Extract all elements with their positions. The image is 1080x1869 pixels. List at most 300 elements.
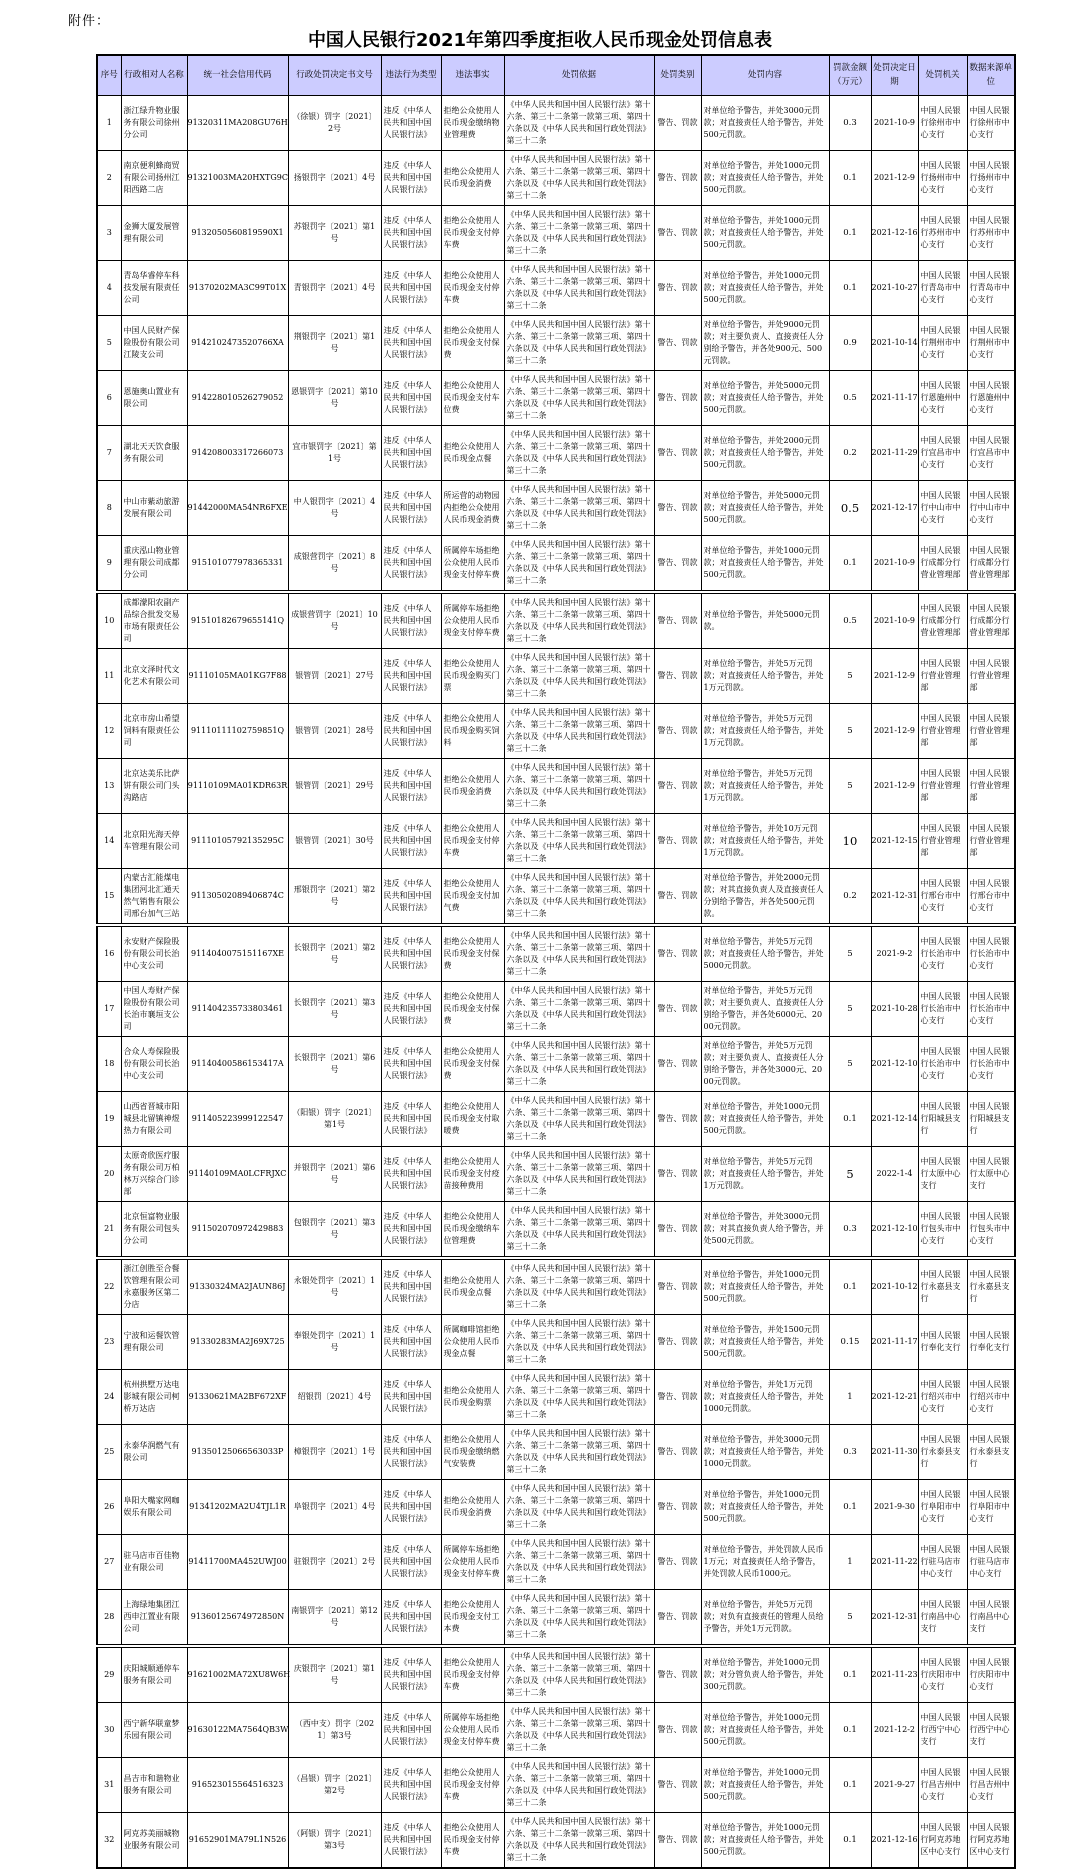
table-cell: 2021-12-9 (871, 649, 918, 704)
table-cell: 0.1 (829, 1703, 871, 1758)
table-cell: 91330621MA2BF672XF (187, 1370, 288, 1425)
table-cell: 2021-10-27 (871, 261, 918, 316)
table-cell: 中国人民银行西宁中心支行 (918, 1703, 967, 1758)
table-cell: 0.1 (829, 206, 871, 261)
table-cell: 91140109MA0LCFRJXC (187, 1147, 288, 1202)
table-cell: 0.1 (829, 1258, 871, 1315)
table-cell: 《中华人民共和国中国人民银行法》第十六条、第三十二条第一款第三项、第四十六条以及《中华人民共和国行政处罚法》第三十二条 (504, 261, 654, 316)
table-cell: 《中华人民共和国中国人民银行法》第十六条、第三十二条第一款第三项、第四十六条以及《中华人民共和国行政处罚法》第三十二条 (504, 426, 654, 481)
table-row (97, 1590, 1015, 1647)
table-cell: 对单位给予警告，并处3000元罚款；对直接责任人给予警告，并处1000元罚款。 (701, 1425, 829, 1480)
table-cell: 2021-9-27 (871, 1758, 918, 1813)
table-cell: 4 (97, 261, 121, 316)
table-row (97, 1703, 1015, 1758)
table-cell: 警告、罚款 (654, 481, 701, 536)
table-cell: 对单位给予警告，并处5万元罚款；对主要负责人、直接责任人分别给予警告，并各处6000元、2000元罚款。 (701, 982, 829, 1037)
table-cell: 2021-12-31 (871, 869, 918, 926)
table-cell: 中国人民银行扬州市中心支行 (918, 151, 967, 206)
table-cell: 11 (97, 649, 121, 704)
table-cell: 中国人民银行庆阳市中心支行 (918, 1646, 967, 1703)
table-cell: 中国人民银行绍兴市中心支行 (967, 1370, 1015, 1425)
table-cell: 拒绝公众使用人民币现金支付停车费 (441, 1758, 504, 1813)
table-cell: 违反《中华人民共和国中国人民银行法》 (381, 1813, 441, 1869)
table-cell: 北京达美乐比萨饼有限公司门头沟路店 (121, 759, 187, 814)
table-cell: 91110105MA01KG7F88 (187, 649, 288, 704)
table-cell: 2021-12-31 (871, 1590, 918, 1647)
table-cell: 北京恒富物业服务有限公司包头分公司 (121, 1202, 187, 1259)
table-cell: 5 (97, 316, 121, 371)
table-cell: 2021-12-21 (871, 1370, 918, 1425)
table-cell: 对单位给予警告，并处3000元罚款；对其直接负责人给予警告，并处500元罚款。 (701, 1202, 829, 1259)
table-cell: 拒绝公众使用人民币现金缴纳物业管理费 (441, 96, 504, 151)
table-cell: 拒绝公众使用人民币现金缴纳车位管理费 (441, 1202, 504, 1259)
table-cell: 24 (97, 1370, 121, 1425)
table-cell: 荆银罚字〔2021〕第1号 (288, 316, 381, 371)
table-cell: （西中支）罚字〔2021〕第3号 (288, 1703, 381, 1758)
table-cell: 长银罚字〔2021〕第6号 (288, 1037, 381, 1092)
table-cell: 中国人民银行恩施州中心支行 (967, 371, 1015, 426)
table-cell: 中国人民银行奉化支行 (918, 1315, 967, 1370)
table-cell: 违反《中华人民共和国中国人民银行法》 (381, 261, 441, 316)
table-cell: 《中华人民共和国中国人民银行法》第十六条、第三十二条第一款第三项、第四十六条以及《中华人民共和国行政处罚法》第三十二条 (504, 814, 654, 869)
table-cell: 北京阳光海天停车管理有限公司 (121, 814, 187, 869)
table-cell: 91510182679655141Q (187, 592, 288, 649)
table-cell: 警告、罚款 (654, 316, 701, 371)
table-cell: 违反《中华人民共和国中国人民银行法》 (381, 1092, 441, 1147)
table-cell: 中国人民银行苏州市中心支行 (967, 206, 1015, 261)
table-cell: 《中华人民共和国中国人民银行法》第十六条、第三十二条第一款第三项、第四十六条以及《中华人民共和国行政处罚法》第三十二条 (504, 592, 654, 649)
table-cell: 拒绝公众使用人民币现金支付停车费 (441, 206, 504, 261)
table-cell: 拒绝公众使用人民币现金支付停车费 (441, 1813, 504, 1869)
table-cell: 18 (97, 1037, 121, 1092)
table-cell: 中国人民银行青岛市中心支行 (918, 261, 967, 316)
table-cell: （阿银）罚字〔2021〕第3号 (288, 1813, 381, 1869)
table-cell: 0.1 (829, 1646, 871, 1703)
table-cell: 违反《中华人民共和国中国人民银行法》 (381, 371, 441, 426)
table-cell: 太原奇欣医疗服务有限公司万柏林万兴综合门诊部 (121, 1147, 187, 1202)
table-cell: 所运营的动物园内拒绝公众使用人民币现金消费 (441, 481, 504, 536)
table-cell: 中国人民银行青岛市中心支行 (967, 261, 1015, 316)
table-cell: 警告、罚款 (654, 1092, 701, 1147)
table-cell: 2021-10-14 (871, 316, 918, 371)
table-cell: 拒绝公众使用人民币现金支付疫苗接种费用 (441, 1147, 504, 1202)
table-cell: 5 (829, 982, 871, 1037)
table-cell: 上海绿地集团江西申江置业有限公司 (121, 1590, 187, 1647)
table-cell: 中国人民银行庆阳市中心支行 (967, 1646, 1015, 1703)
table-cell: 所属停车场拒绝公众使用人民币现金支付停车费 (441, 536, 504, 593)
table-cell: 91621002MA72XU8W6H (187, 1646, 288, 1703)
table-cell: 拒绝公众使用人民币现金消费 (441, 1480, 504, 1535)
table-cell: 0.1 (829, 1813, 871, 1869)
table-cell: 中国人民银行营业管理部 (967, 649, 1015, 704)
table-cell: 违反《中华人民共和国中国人民银行法》 (381, 1646, 441, 1703)
table-cell: 中国人民银行扬州市中心支行 (967, 151, 1015, 206)
table-cell: 91321003MA20HXTG9C (187, 151, 288, 206)
table-cell: 5 (829, 704, 871, 759)
table-cell: 金狮大厦发展管理有限公司 (121, 206, 187, 261)
table-cell: 青岛华睿停车科技发展有限责任公司 (121, 261, 187, 316)
table-cell: 西宁新华联童梦乐园有限公司 (121, 1703, 187, 1758)
table-cell: 警告、罚款 (654, 592, 701, 649)
table-cell: 警告、罚款 (654, 1758, 701, 1813)
table-cell: 中国人民银行长治市中心支行 (967, 925, 1015, 982)
table-cell: 违反《中华人民共和国中国人民银行法》 (381, 536, 441, 593)
table-cell: 对单位给予警告，并处5万元罚款；对直接责任人给予警告，并处1万元罚款。 (701, 704, 829, 759)
table-row (97, 316, 1015, 371)
table-cell: 2021-10-9 (871, 592, 918, 649)
table-cell: 警告、罚款 (654, 1037, 701, 1092)
table-row (97, 426, 1015, 481)
table-cell: 27 (97, 1535, 121, 1590)
table-row (97, 982, 1015, 1037)
table-cell: 对单位给予警告，并处1000元罚款；对直接责任人给予警告，并处500元罚款。 (701, 261, 829, 316)
table-cell: 91330324MA2JAUN86J (187, 1258, 288, 1315)
table-cell: 91110109MA01KDR63R (187, 759, 288, 814)
table-cell: 重庆泓山物业管理有限公司成都分公司 (121, 536, 187, 593)
table-cell: 中国人民银行南昌中心支行 (918, 1590, 967, 1647)
table-cell: 苏银罚字〔2021〕第1号 (288, 206, 381, 261)
table-cell: 中国人民银行荆州市中心支行 (967, 316, 1015, 371)
table-cell: 警告、罚款 (654, 869, 701, 926)
table-cell: 警告、罚款 (654, 1813, 701, 1869)
table-cell: 2021-9-30 (871, 1480, 918, 1535)
table-cell: 内蒙古汇能煤电集团河北汇通天然气销售有限公司邢台加气三站 (121, 869, 187, 926)
table-cell: 违反《中华人民共和国中国人民银行法》 (381, 704, 441, 759)
table-cell: 0.5 (829, 592, 871, 649)
page-title: 中国人民银行2021年第四季度拒收人民币现金处罚信息表 (307, 30, 773, 51)
table-cell: 中国人民银行营业管理部 (967, 814, 1015, 869)
table-cell: 拒绝公众使用人民币现金购票 (441, 1370, 504, 1425)
table-cell: 违反《中华人民共和国中国人民银行法》 (381, 759, 441, 814)
table-cell: 中国人民银行中山市中心支行 (967, 481, 1015, 536)
table-cell: 违反《中华人民共和国中国人民银行法》 (381, 1370, 441, 1425)
table-cell: 违反《中华人民共和国中国人民银行法》 (381, 481, 441, 536)
table-row (97, 1092, 1015, 1147)
table-cell: 北京文泽时代文化艺术有限公司 (121, 649, 187, 704)
table-cell: 违反《中华人民共和国中国人民银行法》 (381, 96, 441, 151)
table-cell: 警告、罚款 (654, 1315, 701, 1370)
table-cell: 对单位给予警告，并处1000元罚款；对直接责任人给予警告，并处500元罚款。 (701, 1703, 829, 1758)
table-cell: 湖北天天饮食服务有限公司 (121, 426, 187, 481)
table-cell: 2021-11-30 (871, 1425, 918, 1480)
table-row (97, 481, 1015, 536)
table-cell: 23 (97, 1315, 121, 1370)
table-cell: 《中华人民共和国中国人民银行法》第十六条、第三十二条第一款第三项、第四十六条以及《中华人民共和国行政处罚法》第三十二条 (504, 1535, 654, 1590)
table-cell: 中国人民银行苏州市中心支行 (918, 206, 967, 261)
table-cell: 对单位给予警告，并处1000元罚款；对直接责任人给予警告，并处500元罚款。 (701, 151, 829, 206)
table-cell: 中国人民银行长治市中心支行 (918, 982, 967, 1037)
table-cell: 恩银罚字〔2021〕第10号 (288, 371, 381, 426)
table-cell: 浙江创胜至合餐饮管理有限公司永嘉服务区第二分店 (121, 1258, 187, 1315)
table-cell: 2021-12-17 (871, 481, 918, 536)
table-cell: 32 (97, 1813, 121, 1869)
table-cell: 中国人民银行中山市中心支行 (918, 481, 967, 536)
table-cell: 0.3 (829, 1202, 871, 1259)
table-cell: 9132050560819590X1 (187, 206, 288, 261)
table-cell: 30 (97, 1703, 121, 1758)
table-cell: 9142102473520766XA (187, 316, 288, 371)
table-cell: 915101077978365331 (187, 536, 288, 593)
table-cell: 2021-10-9 (871, 96, 918, 151)
table-cell: 违反《中华人民共和国中国人民银行法》 (381, 1315, 441, 1370)
table-cell: 银管罚〔2021〕29号 (288, 759, 381, 814)
table-cell: 北京市房山希望饲料有限责任公司 (121, 704, 187, 759)
table-cell: 对单位给予警告，并处5万元罚款；对主要负责人、直接责任人分别给予警告，并各处3000元、2000元罚款。 (701, 1037, 829, 1092)
table-cell: 对单位给予警告，并处5万元罚款；对直接责任人给予警告，并处1万元罚款。 (701, 759, 829, 814)
table-cell: 对单位给予警告，并处5000元罚款；对直接责任人给予警告，并处500元罚款。 (701, 481, 829, 536)
table-cell: 914228010526279052 (187, 371, 288, 426)
table-cell: 中国人民银行永泰县支行 (918, 1425, 967, 1480)
table-cell: 2021-10-28 (871, 982, 918, 1037)
table-cell: 中国人民银行太原中心支行 (967, 1147, 1015, 1202)
table-cell: 《中华人民共和国中国人民银行法》第十六条、第三十二条第一款第三项、第四十六条以及《中华人民共和国行政处罚法》第三十二条 (504, 1758, 654, 1813)
table-row (97, 1758, 1015, 1813)
table-cell: 1 (829, 1370, 871, 1425)
table-cell: （徐银）罚字〔2021〕2号 (288, 96, 381, 151)
table-cell: 包银罚字〔2021〕第3号 (288, 1202, 381, 1259)
table-cell: 拒绝公众使用人民币现金支付车位费 (441, 371, 504, 426)
table-cell: 91411700MA452UWJ00 (187, 1535, 288, 1590)
table-cell: 《中华人民共和国中国人民银行法》第十六条、第三十二条第一款第三项、第四十六条以及《中华人民共和国行政处罚法》第三十二条 (504, 1258, 654, 1315)
table-cell: 91320311MA208GU76H (187, 96, 288, 151)
table-cell: 中国人民银行永嘉县支行 (918, 1258, 967, 1315)
table-cell: 19 (97, 1092, 121, 1147)
table-cell: 15 (97, 869, 121, 926)
table-cell: 拒绝公众使用人民币现金缴纳燃气安装费 (441, 1425, 504, 1480)
table-row (97, 1813, 1015, 1869)
table-cell: 警告、罚款 (654, 1703, 701, 1758)
table-cell: 中国人民银行徐州市中心支行 (967, 96, 1015, 151)
table-row (97, 704, 1015, 759)
table-cell: 《中华人民共和国中国人民银行法》第十六条、第三十二条第一款第三项、第四十六条以及《中华人民共和国行政处罚法》第三十二条 (504, 869, 654, 926)
table-cell: 91370202MA3C99T01X (187, 261, 288, 316)
table-cell: 91110111102759851Q (187, 704, 288, 759)
table-cell: 警告、罚款 (654, 261, 701, 316)
table-cell: 宜市银罚字〔2021〕第1号 (288, 426, 381, 481)
table-cell: 昌吉市和谐物业服务有限公司 (121, 1758, 187, 1813)
table-cell: 对单位给予警告，并处5万元罚款；对直接责任人给予警告，并处5000元罚款。 (701, 925, 829, 982)
table-cell: 中国人民银行营业管理部 (918, 814, 967, 869)
table-cell: 违反《中华人民共和国中国人民银行法》 (381, 1590, 441, 1647)
table-cell: 拒绝公众使用人民币现金支付取暖费 (441, 1092, 504, 1147)
table-cell: 中国人民财产保险股份有限公司江陵支公司 (121, 316, 187, 371)
table-cell: 拒绝公众使用人民币现金支付保费 (441, 925, 504, 982)
table-cell: 中国人民银行营业管理部 (967, 704, 1015, 759)
table-cell: 中国人民银行绍兴市中心支行 (918, 1370, 967, 1425)
table-cell: 5 (829, 1037, 871, 1092)
table-cell: 中国人民银行永泰县支行 (967, 1425, 1015, 1480)
table-row (97, 1370, 1015, 1425)
table-cell: 中国人民银行奉化支行 (967, 1315, 1015, 1370)
table-cell: 拒绝公众使用人民币现金购买门票 (441, 649, 504, 704)
table-cell: 违反《中华人民共和国中国人民银行法》 (381, 316, 441, 371)
table-cell: 9 (97, 536, 121, 593)
table-cell: 13 (97, 759, 121, 814)
table-cell: 91110105792135295C (187, 814, 288, 869)
column-header: 数据来源单位 (967, 55, 1015, 96)
table-cell: 0.5 (829, 371, 871, 426)
table-cell: 拒绝公众使用人民币现金支付保费 (441, 1037, 504, 1092)
table-cell: 南京便利蜂商贸有限公司扬州江阳西路二店 (121, 151, 187, 206)
table-cell: 成都濛阳农副产品综合批发交易市场有限责任公司 (121, 592, 187, 649)
table-cell: 0.3 (829, 1425, 871, 1480)
penalty-table (96, 54, 1016, 1869)
table-cell: 中国人民银行徐州市中心支行 (918, 96, 967, 151)
table-cell: 0.1 (829, 1092, 871, 1147)
table-cell: 911405223999122547 (187, 1092, 288, 1147)
table-cell: 12 (97, 704, 121, 759)
table-cell: 拒绝公众使用人民币现金支付工本费 (441, 1590, 504, 1647)
table-cell: 《中华人民共和国中国人民银行法》第十六条、第三十二条第一款第三项、第四十六条以及《中华人民共和国行政处罚法》第三十二条 (504, 1425, 654, 1480)
table-cell: 91350125066563033P (187, 1425, 288, 1480)
table-cell: 0.1 (829, 1480, 871, 1535)
table-cell: 警告、罚款 (654, 1370, 701, 1425)
table-cell: 中国人民银行阜阳市中心支行 (967, 1480, 1015, 1535)
table-cell: 违反《中华人民共和国中国人民银行法》 (381, 1258, 441, 1315)
table-cell: 扬银罚字〔2021〕4号 (288, 151, 381, 206)
table-row (97, 1425, 1015, 1480)
table-cell: 0.1 (829, 536, 871, 593)
table-cell: 《中华人民共和国中国人民银行法》第十六条、第三十二条第一款第三项、第四十六条以及《中华人民共和国行政处罚法》第三十二条 (504, 1037, 654, 1092)
table-cell: 中国人民银行邢台市中心支行 (918, 869, 967, 926)
table-cell: 南银罚字〔2021〕第12号 (288, 1590, 381, 1647)
table-cell: 中国人民银行成都分行营业管理部 (918, 592, 967, 649)
table-cell: 2021-10-9 (871, 536, 918, 593)
table-cell: 违反《中华人民共和国中国人民银行法》 (381, 426, 441, 481)
table-cell: 2021-12-15 (871, 814, 918, 869)
table-cell: 所属停车场拒绝公众使用人民币现金支付停车费 (441, 592, 504, 649)
table-cell: 长银罚字〔2021〕第2号 (288, 925, 381, 982)
table-cell: 中国人民银行成都分行营业管理部 (967, 592, 1015, 649)
table-cell: 《中华人民共和国中国人民银行法》第十六条、第三十二条第一款第三项、第四十六条以及《中华人民共和国行政处罚法》第三十二条 (504, 536, 654, 593)
table-cell: 2021-12-16 (871, 1813, 918, 1869)
table-cell: 《中华人民共和国中国人民银行法》第十六条、第三十二条第一款第三项、第四十六条以及《中华人民共和国行政处罚法》第三十二条 (504, 1646, 654, 1703)
table-cell: 0.1 (829, 261, 871, 316)
table-cell: 91341202MA2U4TJL1R (187, 1480, 288, 1535)
table-cell: 5 (829, 759, 871, 814)
table-cell: 违反《中华人民共和国中国人民银行法》 (381, 1480, 441, 1535)
table-cell: 违反《中华人民共和国中国人民银行法》 (381, 869, 441, 926)
table-cell: 拒绝公众使用人民币现金支付保费 (441, 982, 504, 1037)
table-cell: 警告、罚款 (654, 1590, 701, 1647)
table-cell: 《中华人民共和国中国人民银行法》第十六条、第三十二条第一款第三项、第四十六条以及《中华人民共和国行政处罚法》第三十二条 (504, 151, 654, 206)
table-cell: 阜银罚字〔2021〕4号 (288, 1480, 381, 1535)
table-cell: 中国人民银行宜昌市中心支行 (918, 426, 967, 481)
table-cell: 《中华人民共和国中国人民银行法》第十六条、第三十二条第一款第三项、第四十六条以及《中华人民共和国行政处罚法》第三十二条 (504, 481, 654, 536)
table-cell: 违反《中华人民共和国中国人民银行法》 (381, 1535, 441, 1590)
table-cell: 警告、罚款 (654, 536, 701, 593)
table-cell: 庆阳城顺通停车服务有限公司 (121, 1646, 187, 1703)
column-header: 违法行为类型 (381, 55, 441, 96)
table-cell: 中国人民银行荆州市中心支行 (918, 316, 967, 371)
table-cell: 对单位给予警告，并处9000元罚款；对主要负责人、直接责任人分别给予警告，并各处900元、500元罚款。 (701, 316, 829, 371)
table-cell: 所属停车场拒绝公众使用人民币现金支付停车费 (441, 1703, 504, 1758)
table-cell: 16 (97, 925, 121, 982)
column-header: 处罚机关 (918, 55, 967, 96)
table-body (97, 96, 1015, 1869)
table-cell: 对单位给予警告，并处1000元罚款；对直接责任人给予警告，并处500元罚款。 (701, 1813, 829, 1869)
table-cell: 中人银罚字〔2021〕4号 (288, 481, 381, 536)
table-cell: 《中华人民共和国中国人民银行法》第十六条、第三十二条第一款第三项、第四十六条以及《中华人民共和国行政处罚法》第三十二条 (504, 96, 654, 151)
table-cell: 警告、罚款 (654, 151, 701, 206)
table-cell: 对单位给予警告，并处1000元罚款；对直接责任人给予警告，并处500元罚款。 (701, 1258, 829, 1315)
table-cell: （昌银）罚字〔2021〕第2号 (288, 1758, 381, 1813)
table-cell: 中国人民银行驻马店市中心支行 (967, 1535, 1015, 1590)
table-cell: 对单位给予警告，并处2000元罚款；对其直接负责人及直接责任人分别给予警告，并各处500元罚款。 (701, 869, 829, 926)
table-cell: 警告、罚款 (654, 1535, 701, 1590)
column-header: 罚款金额（万元） (829, 55, 871, 96)
table-cell: 10 (97, 592, 121, 649)
table-cell: 《中华人民共和国中国人民银行法》第十六条、第三十二条第一款第三项、第四十六条以及《中华人民共和国行政处罚法》第三十二条 (504, 1703, 654, 1758)
table-cell: 《中华人民共和国中国人民银行法》第十六条、第三十二条第一款第三项、第四十六条以及《中华人民共和国行政处罚法》第三十二条 (504, 1092, 654, 1147)
table-cell: 0.2 (829, 869, 871, 926)
table-cell: 阜阳大嘴家网咖娱乐有限公司 (121, 1480, 187, 1535)
table-cell: 2021-12-16 (871, 206, 918, 261)
table-cell: 对单位给予警告，并处5万元罚款；对直接责任人给予警告，并处1万元罚款。 (701, 649, 829, 704)
table-cell: 中山市紫动旅游发展有限公司 (121, 481, 187, 536)
table-cell: 樟银罚字〔2021〕1号 (288, 1425, 381, 1480)
table-cell: 《中华人民共和国中国人民银行法》第十六条、第三十二条第一款第三项、第四十六条以及《中华人民共和国行政处罚法》第三十二条 (504, 206, 654, 261)
table-cell: 2022-1-4 (871, 1147, 918, 1202)
table-row (97, 1037, 1015, 1092)
table-cell: 警告、罚款 (654, 704, 701, 759)
table-cell: 21 (97, 1202, 121, 1259)
table-cell: 中国人民银行西宁中心支行 (967, 1703, 1015, 1758)
table-cell: 恩施奥山置业有限公司 (121, 371, 187, 426)
table-cell: 对单位给予警告，并处1000元罚款；对直接责任人给予警告，并处500元罚款。 (701, 206, 829, 261)
table-row (97, 925, 1015, 982)
table-row (97, 151, 1015, 206)
table-cell: 对单位给予警告，并处2000元罚款；对直接责任人给予警告，并处500元罚款。 (701, 426, 829, 481)
table-cell: 2 (97, 151, 121, 206)
table-cell: 山西省晋城市阳城县北留镇神煜热力有限公司 (121, 1092, 187, 1147)
table-cell: 中国人民银行驻马店市中心支行 (918, 1535, 967, 1590)
table-cell: 青银罚字〔2021〕4号 (288, 261, 381, 316)
table-cell: 《中华人民共和国中国人民银行法》第十六条、第三十二条第一款第三项、第四十六条以及《中华人民共和国行政处罚法》第三十二条 (504, 316, 654, 371)
table-row (97, 592, 1015, 649)
table-cell: 违反《中华人民共和国中国人民银行法》 (381, 151, 441, 206)
table-row (97, 1202, 1015, 1259)
table-cell: 拒绝公众使用人民币现金点餐 (441, 426, 504, 481)
table-cell: 0.3 (829, 96, 871, 151)
table-row (97, 96, 1015, 151)
table-cell: 警告、罚款 (654, 814, 701, 869)
table-cell: 2021-12-10 (871, 1037, 918, 1092)
table-cell: 1 (97, 96, 121, 151)
table-cell: 对单位给予警告，并处1000元罚款；对分管负责人给予警告，并处300元罚款。 (701, 1646, 829, 1703)
table-cell: 911502070972429883 (187, 1202, 288, 1259)
table-cell: 中国人民银行恩施州中心支行 (918, 371, 967, 426)
table-cell: 26 (97, 1480, 121, 1535)
table-cell: 2021-9-2 (871, 925, 918, 982)
table-header-row (97, 55, 1015, 96)
table-cell: 拒绝公众使用人民币现金支付停车费 (441, 1646, 504, 1703)
table-cell: 对单位给予警告，并处罚款人民币1万元；对直接责任人给予警告，并处罚款人民币1000元。 (701, 1535, 829, 1590)
table-cell: 拒绝公众使用人民币现金支付加气费 (441, 869, 504, 926)
table-cell: 拒绝公众使用人民币现金购买饲料 (441, 704, 504, 759)
table-cell: 5 (829, 649, 871, 704)
table-cell: 911404235733803461 (187, 982, 288, 1037)
table-cell: 中国人民银行长治市中心支行 (967, 1037, 1015, 1092)
table-cell: 25 (97, 1425, 121, 1480)
table-cell: 永泰华润燃气有限公司 (121, 1425, 187, 1480)
table-row (97, 759, 1015, 814)
table-cell: 《中华人民共和国中国人民银行法》第十六条、第三十二条第一款第三项、第四十六条以及《中华人民共和国行政处罚法》第三十二条 (504, 1813, 654, 1869)
table-cell: 91652901MA79L1N526 (187, 1813, 288, 1869)
table-cell: 对单位给予警告，并处5万元罚款；对直接责任人给予警告，并处1万元罚款。 (701, 1147, 829, 1202)
table-cell: 中国人民银行永嘉县支行 (967, 1258, 1015, 1315)
table-cell: 2021-11-17 (871, 371, 918, 426)
